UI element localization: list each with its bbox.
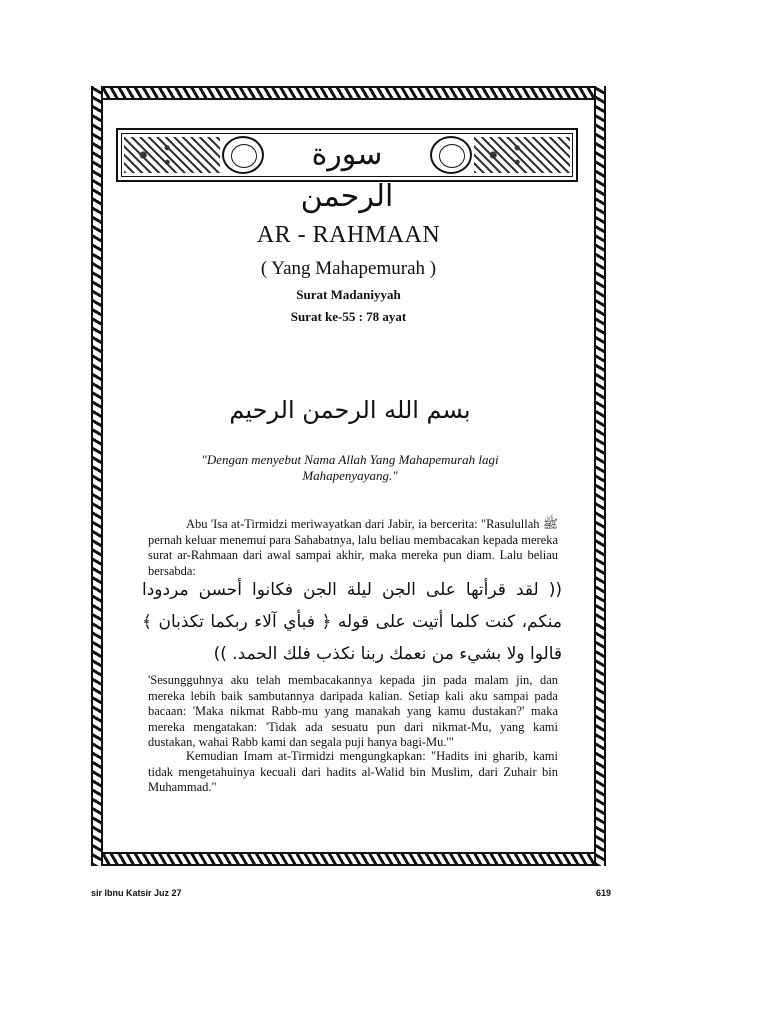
right-arabesque-ornament <box>474 137 570 173</box>
basmala-translation: "Dengan menyebut Nama Allah Yang Mahapemurah lagi Mahapenyayang." <box>201 452 499 483</box>
surah-verse-count: Surat ke-55 : 78 ayat <box>290 309 407 324</box>
right-medallion-ornament <box>430 136 472 174</box>
arabic-hadith-text: (( لقد قرأتها على الجن ليلة الجن فكانوا أحسن مردودا منكم، كنت كلما أتيت على قوله ﴿ فبأي آلاء ربكما تكذبان ﴾ قالوا ولا بشيء من نعمك ربنا نكذب فلك الحمد. )) <box>142 580 562 664</box>
bottom-ornamental-border <box>91 852 606 866</box>
top-ornamental-border <box>91 86 606 100</box>
body-paragraph-1: Abu 'Isa at-Tirmidzi meriwayatkan dari Jabir, ia bercerita: "Rasulullah ﷺ pernah keluar menemui para Sahabatnya, lalu beliau membacakan kepada mereka surat ar-Rahmaan dari awal sampai akhir, maka mereka pun diam. Lalu beliau bersabda: <box>148 517 558 578</box>
left-medallion-ornament <box>222 136 264 174</box>
left-arabesque-ornament <box>124 137 220 173</box>
surah-classification: Surat Madaniyyah <box>296 287 401 302</box>
surah-title: AR - RAHMAAN <box>256 222 441 248</box>
basmala-calligraphy: بسم الله الرحمن الرحيم <box>229 396 471 424</box>
right-ornamental-border <box>594 86 606 866</box>
left-ornamental-border <box>91 86 103 866</box>
surah-arabic-title: سورة الرحمن <box>300 137 394 214</box>
surah-title-banner <box>116 128 578 214</box>
footer-page-number: 619 <box>596 888 612 898</box>
surah-subtitle: ( Yang Mahapemurah ) <box>260 258 437 279</box>
body-paragraph-3: Kemudian Imam at-Tirmidzi mengungkapkan: "Hadits ini gharib, kami tidak mengetahuinya kecuali dari hadits al-Walid bin Muslim, dari Zuhair bin Muhammad." <box>148 749 558 794</box>
body-paragraph-2: 'Sesungguhnya aku telah membacakannya kepada jin pada malam jin, dan mereka lebih baik sambutannya daripada kalian. Setiap kali aku sampai pada bacaan: 'Maka nikmat Rabb-mu yang manakah yang kamu dustakan?' maka mereka mengatakan: 'Tidak ada sesuatu pun dari nikmat-Mu, yang kami dustakan, wahai Rabb kami dan segala puji hanya bagi-Mu.'" <box>148 673 558 749</box>
footer-book-title: sir Ibnu Katsir Juz 27 <box>91 888 182 898</box>
